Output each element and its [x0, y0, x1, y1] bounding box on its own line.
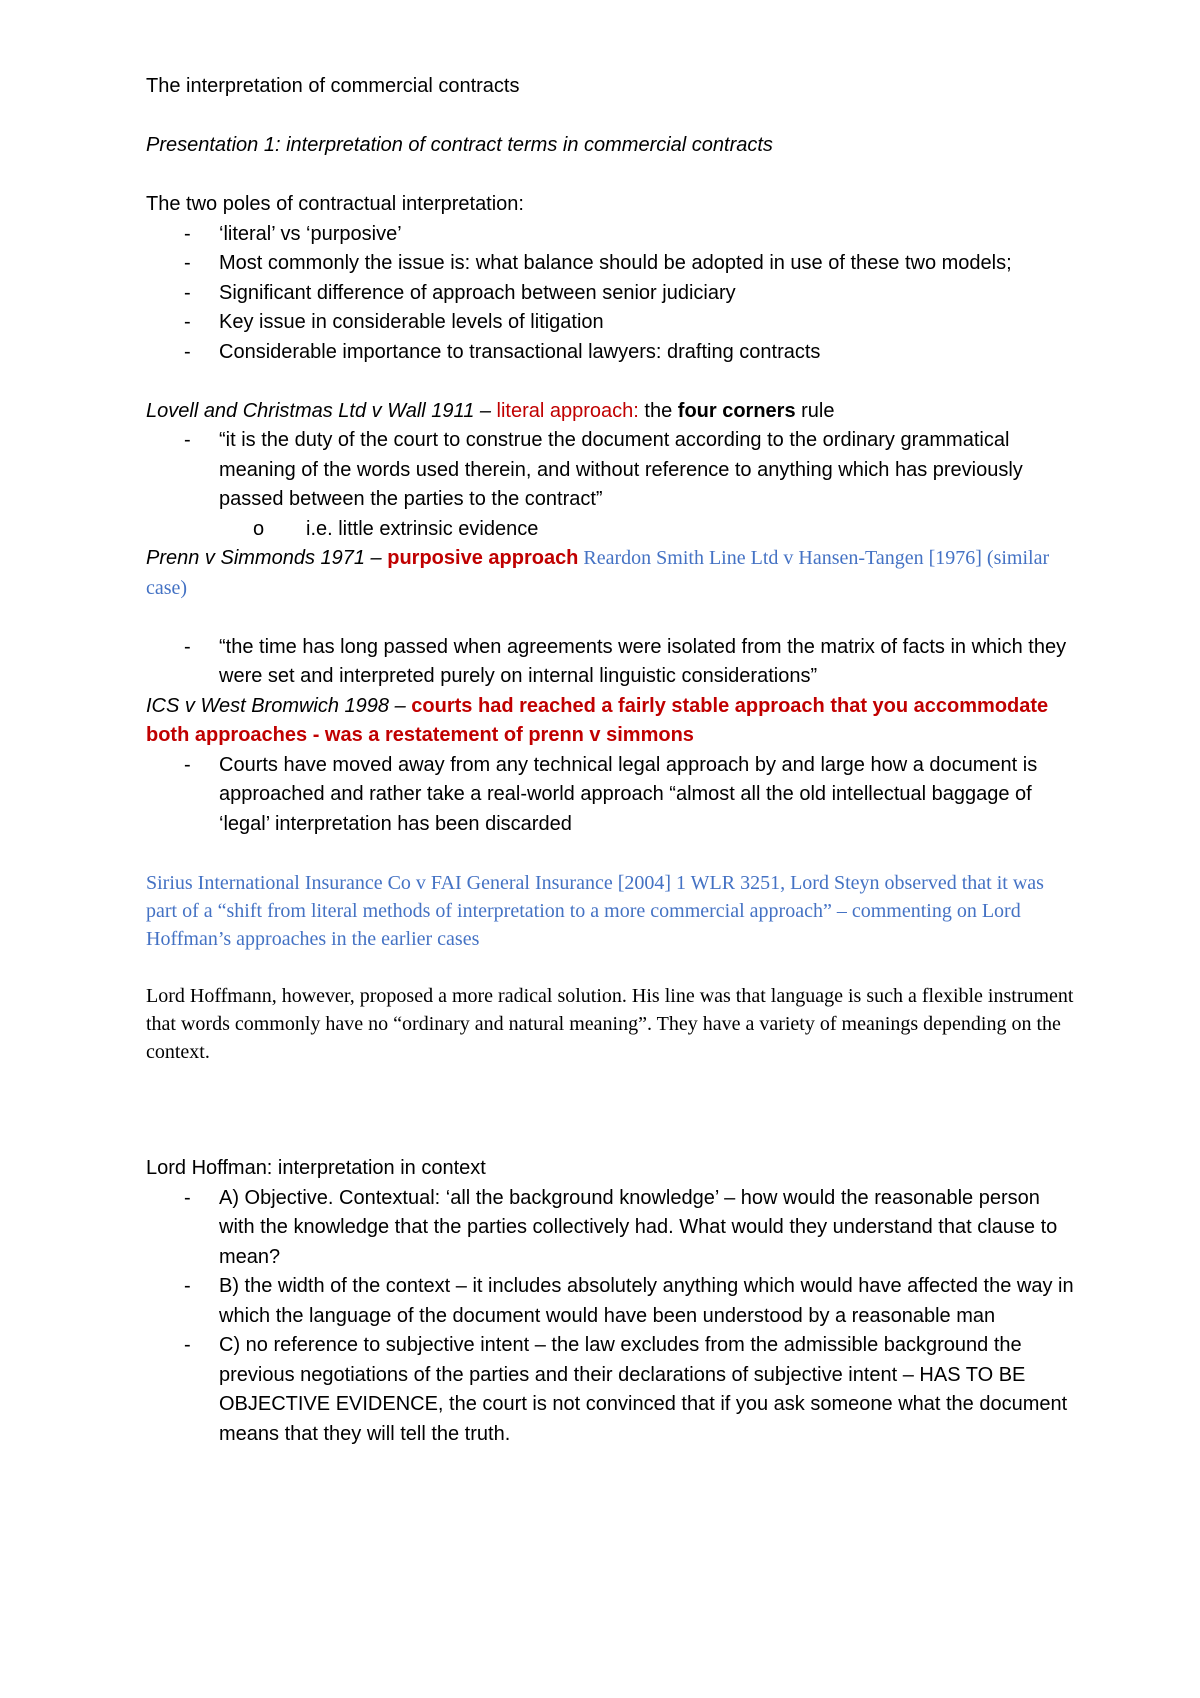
poles-list — [146, 220, 1076, 368]
list-item: - Significant difference of approach between senior judiciary — [146, 279, 1076, 309]
lovell-sub-item: o i.e. little extrinsic evidence — [146, 515, 1076, 545]
document-title: The interpretation of commercial contracts — [146, 75, 520, 97]
hoffmann-paragraph: Lord Hoffmann, however, proposed a more radical solution. His line was that language is such a flexible instrument that words commonly have no “ordinary and natural meaning”. They have a variety of meanings depending on the context. — [146, 985, 1074, 1063]
prenn-approach: purposive approach — [387, 547, 579, 569]
list-item: - ‘literal’ vs ‘purposive’ — [146, 220, 1076, 250]
lovell-approach: literal approach: — [496, 399, 639, 422]
presentation-heading: Presentation 1: interpretation of contract terms in commercial contracts — [146, 134, 773, 156]
poles-heading: The two poles of contractual interpretation: — [146, 193, 524, 215]
lovell-rule-tail: rule — [795, 399, 835, 422]
list-item: - A) Objective. Contextual: ‘all the background knowledge’ – how would the reasonable person with the knowledge that the parties collectively had. What would they understand that clause to mean? — [146, 1184, 1076, 1273]
lovell-list — [146, 426, 1076, 515]
ics-point: - Courts have moved away from any technical legal approach by and large how a document is approached and rather take a real-world approach “almost all the old intellectual baggage of ‘legal’ interpretation has been discarded — [146, 751, 1076, 840]
lovell-rule-bold: four corners — [677, 399, 796, 422]
lovell-case-line — [146, 397, 1076, 427]
lovell-the: the — [638, 399, 678, 422]
lovell-quote: - “it is the duty of the court to construe the document according to the ordinary grammatical meaning of the words used therein, and without reference to anything which has previously passed between the parties to the contract” — [146, 426, 1076, 515]
context-heading: Lord Hoffman: interpretation in context — [146, 1157, 486, 1179]
ics-case-name: ICS v West Bromwich 1998 – — [146, 694, 412, 717]
list-item: - Most commonly the issue is: what balance should be adopted in use of these two models; — [146, 249, 1076, 279]
ics-note: courts had reached a fairly stable approach that you accommodate both approaches - was a restatement of prenn v simmons — [146, 694, 1049, 746]
list-item: - Considerable importance to transactional lawyers: drafting contracts — [146, 338, 1076, 368]
prenn-quote: - “the time has long passed when agreements were isolated from the matrix of facts in which they were set and interpreted purely on internal linguistic considerations” — [146, 633, 1076, 692]
prenn-case-name: Prenn v Simmonds 1971 – — [146, 547, 388, 569]
prenn-list — [146, 633, 1076, 692]
document-body — [146, 72, 1076, 1449]
lovell-sublist — [146, 515, 1076, 545]
sirius-paragraph: Sirius International Insurance Co v FAI General Insurance [2004] 1 WLR 3251, Lord Steyn observed that it was part of a “shift from literal methods of interpretation to a more commercial approach” – commenting on Lord Hoffman’s approaches in the earlier cases — [146, 871, 1044, 950]
prenn-case-line — [146, 544, 1076, 603]
ics-case-line — [146, 692, 1076, 751]
prenn-similar-case: Reardon Smith Line Ltd v Hansen-Tangen [1976] (similar case) — [146, 547, 1050, 599]
lovell-case-name: Lovell and Christmas Ltd v Wall 1911 – — [146, 399, 497, 422]
list-item: - B) the width of the context – it includes absolutely anything which would have affected the way in which the language of the document would have been understood by a reasonable man — [146, 1272, 1076, 1331]
ics-list — [146, 751, 1076, 840]
context-list — [146, 1184, 1076, 1450]
list-item: - C) no reference to subjective intent – the law excludes from the admissible background the previous negotiations of the parties and their declarations of subjective intent – HAS TO BE OBJECTIVE EVIDENCE, the court is not convinced that if you ask someone what the document means that they will tell the truth. — [146, 1331, 1076, 1449]
list-item: - Key issue in considerable levels of litigation — [146, 308, 1076, 338]
